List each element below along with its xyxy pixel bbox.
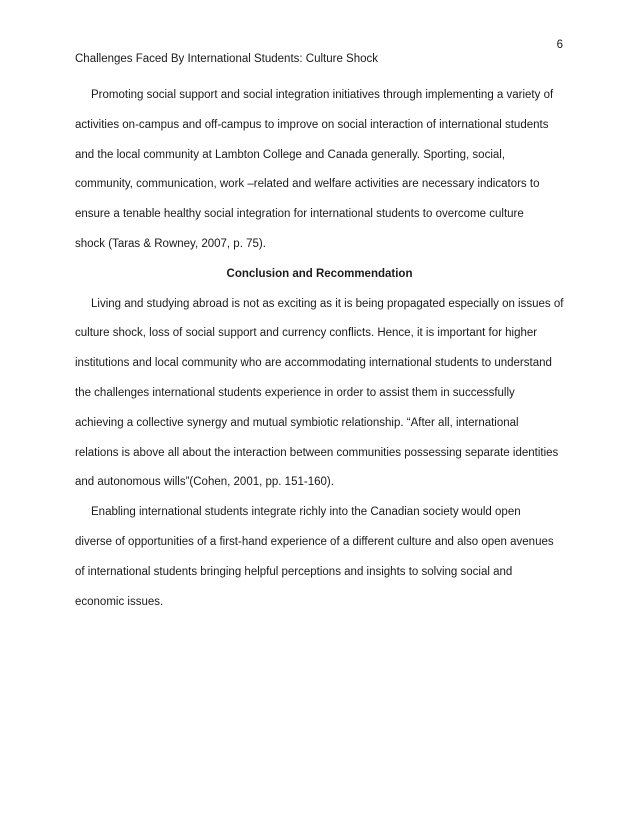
text-line: ensure a tenable healthy social integration for international students to overcome culture <box>75 208 524 221</box>
text-line: Enabling international students integrate richly into the Canadian society would open <box>91 506 521 519</box>
running-head: Challenges Faced By International Students: Culture Shock <box>75 53 379 65</box>
text-line: Promoting social support and social integration initiatives through implementing a variety of <box>91 89 554 101</box>
text-line: achieving a collective synergy and mutual symbiotic relationship. “After all, international <box>75 416 519 429</box>
text-line: and the local community at Lambton College and Canada generally. Sporting, social, <box>75 148 506 161</box>
text-line: activities on-campus and off-campus to improve on social interaction of international students <box>75 118 549 131</box>
paragraph-conclusion <box>75 297 564 506</box>
text-line: relations is above all about the interaction between communities possessing separate identities <box>75 446 559 459</box>
text-line: the challenges international students experience in order to assist them in successfully <box>75 386 515 399</box>
text-line: institutions and local community who are accommodating international students to understand <box>75 357 552 370</box>
text-line: economic issues. <box>75 595 164 608</box>
text-line: shock (Taras & Rowney, 2007, p. 75). <box>75 237 266 250</box>
text-line: of international students bringing helpful perceptions and insights to solving social and <box>75 565 513 578</box>
section-heading: Conclusion and Recommendation <box>226 267 413 280</box>
page-number: 6 <box>556 39 563 51</box>
text-line: and autonomous wills”(Cohen, 2001, pp. 151-160). <box>75 476 334 489</box>
text-line: community, communication, work –related and welfare activities are necessary indicators to <box>75 178 540 191</box>
document-body <box>75 88 564 624</box>
text-line: diverse of opportunities of a first-hand experience of a different culture and also open avenues <box>75 535 554 548</box>
text-line: Living and studying abroad is not as exciting as it is being propagated especially on issues of <box>91 297 564 310</box>
paragraph-recommendation <box>75 505 564 624</box>
text-line: culture shock, loss of social support and currency conflicts. Hence, it is important for higher <box>75 327 538 340</box>
paragraph-social-support <box>75 88 564 267</box>
